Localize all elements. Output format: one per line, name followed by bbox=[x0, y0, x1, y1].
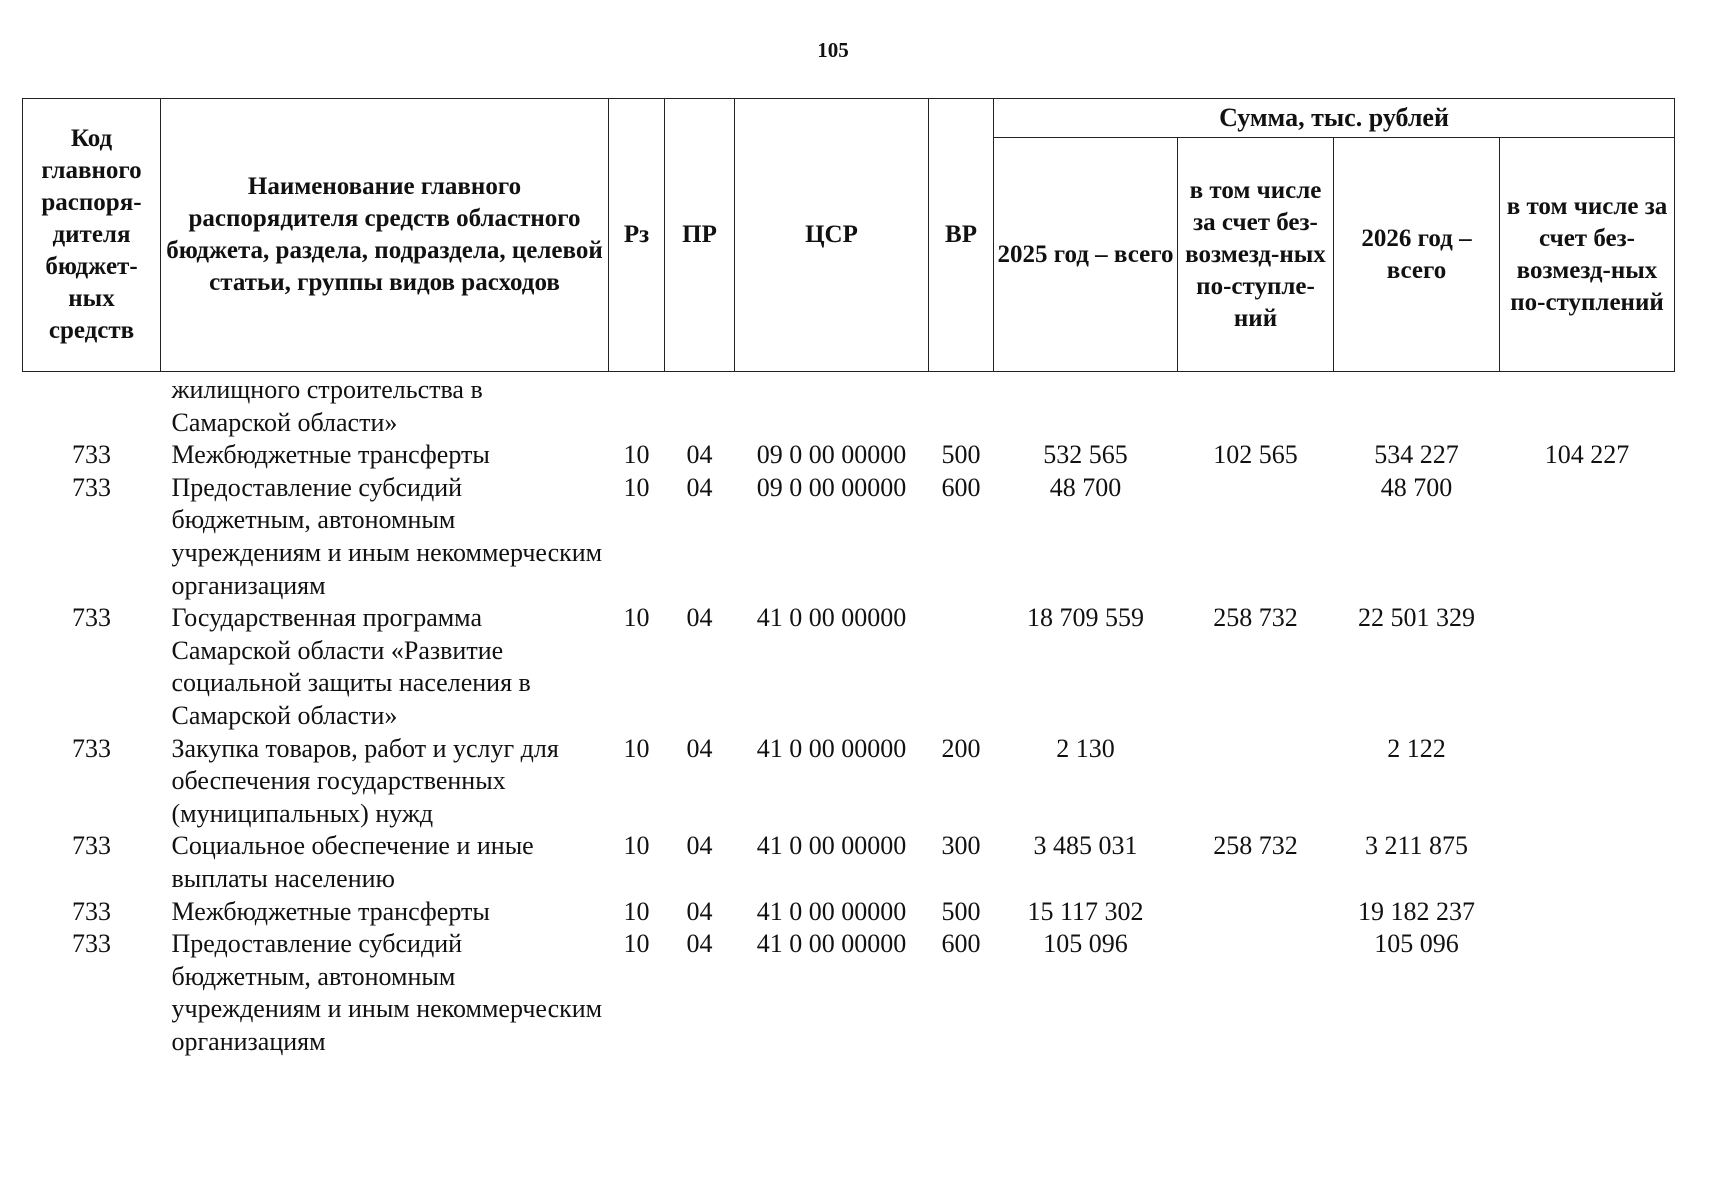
cell-name: Социальное обеспечение и иные выплаты населению bbox=[171, 831, 534, 893]
cell-2026-free bbox=[1500, 830, 1675, 895]
continuation-text: жилищного строительства в Самарской области» bbox=[171, 375, 483, 437]
cell-pr: 04 bbox=[686, 831, 713, 861]
cell-pr: 04 bbox=[686, 472, 713, 502]
cell-2026-total: 3 211 875 bbox=[1364, 831, 1469, 861]
cell-2026-free bbox=[1500, 928, 1675, 1058]
table-row bbox=[23, 830, 1675, 895]
cell-vr: 500 bbox=[941, 896, 981, 926]
cell-code: 733 bbox=[72, 929, 111, 959]
cell-code: 733 bbox=[72, 733, 111, 763]
cell-2026-total: 105 096 bbox=[1374, 929, 1459, 959]
cell-2026-total: 2 122 bbox=[1387, 733, 1446, 763]
cell-vr: 600 bbox=[941, 472, 981, 502]
cell-2026-free bbox=[1500, 733, 1675, 831]
table-row bbox=[23, 733, 1675, 831]
cell-2025-total: 48 700 bbox=[1049, 472, 1122, 502]
cell-name: Межбюджетные трансферты bbox=[171, 896, 490, 926]
cell-2026-total: 534 227 bbox=[1374, 440, 1459, 470]
cell-name: Закупка товаров, работ и услуг для обеспечения государственных (муниципальных) нужд bbox=[171, 733, 559, 828]
cell-csr: 41 0 00 00000 bbox=[756, 896, 907, 926]
cell-vr: 300 bbox=[941, 831, 981, 861]
cell-name: Предоставление субсидий бюджетным, автономным учреждениям и иным некоммерческим организациям bbox=[171, 472, 603, 600]
cell-rz: 10 bbox=[623, 929, 650, 959]
cell-pr: 04 bbox=[686, 733, 713, 763]
page-number: 105 bbox=[817, 38, 849, 62]
cell-rz: 10 bbox=[623, 472, 650, 502]
cell-2026-free: 104 227 bbox=[1544, 440, 1630, 470]
cell-2025-total: 532 565 bbox=[1043, 440, 1128, 470]
cell-2025-free bbox=[1178, 733, 1334, 831]
cell-csr: 09 0 00 00000 bbox=[756, 472, 907, 502]
header-2026-free: в том числе за счет без-возмезд-ных по-ступлений bbox=[1500, 138, 1675, 372]
budget-table bbox=[22, 98, 1675, 1058]
cell-2025-free bbox=[1178, 472, 1334, 602]
cell-2026-total: 48 700 bbox=[1380, 472, 1453, 502]
header-2025-total: 2025 год – всего bbox=[994, 138, 1178, 372]
cell-2025-free: 258 732 bbox=[1213, 603, 1298, 633]
cell-2025-free: 258 732 bbox=[1213, 831, 1298, 861]
header-csr: ЦСР bbox=[735, 99, 929, 372]
cell-vr bbox=[929, 602, 994, 732]
table-row bbox=[23, 928, 1675, 1058]
continuation-row bbox=[23, 372, 1675, 440]
cell-csr: 41 0 00 00000 bbox=[756, 733, 907, 763]
table-header bbox=[23, 99, 1675, 372]
table-body bbox=[23, 372, 1675, 1059]
cell-code: 733 bbox=[72, 896, 111, 926]
cell-pr: 04 bbox=[686, 440, 713, 470]
cell-name: Государственная программа Самарской области «Развитие социальной защиты населения в Самарской области» bbox=[171, 603, 531, 730]
cell-2025-free bbox=[1178, 928, 1334, 1058]
cell-2025-free: 102 565 bbox=[1213, 440, 1298, 470]
cell-rz: 10 bbox=[623, 896, 650, 926]
cell-rz: 10 bbox=[623, 440, 650, 470]
table-row bbox=[23, 896, 1675, 929]
header-2025-free: в том числе за счет без-возмезд-ных по-ступле-ний bbox=[1178, 138, 1334, 372]
cell-2026-free bbox=[1500, 896, 1675, 929]
cell-csr: 41 0 00 00000 bbox=[756, 929, 907, 959]
cell-2025-total: 105 096 bbox=[1043, 929, 1128, 959]
cell-csr: 41 0 00 00000 bbox=[756, 831, 907, 861]
cell-2025-total: 18 709 559 bbox=[1027, 603, 1144, 633]
cell-code: 733 bbox=[72, 472, 111, 502]
cell-vr: 500 bbox=[941, 440, 981, 470]
table-row bbox=[23, 472, 1675, 602]
cell-2026-free bbox=[1500, 472, 1675, 602]
header-pr: ПР bbox=[665, 99, 735, 372]
table-row bbox=[23, 602, 1675, 732]
header-sum-group: Сумма, тыс. рублей bbox=[994, 99, 1675, 138]
cell-2026-total: 19 182 237 bbox=[1358, 896, 1475, 926]
header-2026-total: 2026 год – всего bbox=[1334, 138, 1500, 372]
table-row bbox=[23, 439, 1675, 472]
cell-2026-free bbox=[1500, 602, 1675, 732]
header-rz: Рз bbox=[609, 99, 665, 372]
cell-rz: 10 bbox=[623, 831, 650, 861]
cell-rz: 10 bbox=[623, 603, 650, 633]
cell-2025-total: 15 117 302 bbox=[1027, 896, 1144, 926]
cell-rz: 10 bbox=[623, 733, 650, 763]
cell-csr: 41 0 00 00000 bbox=[756, 603, 907, 633]
cell-pr: 04 bbox=[686, 603, 713, 633]
cell-name: Предоставление субсидий бюджетным, автономным учреждениям и иным некоммерческим организациям bbox=[171, 929, 603, 1056]
cell-name: Межбюджетные трансферты bbox=[171, 440, 490, 470]
cell-code: 733 bbox=[72, 603, 111, 633]
cell-code: 733 bbox=[72, 831, 111, 861]
cell-2025-total: 2 130 bbox=[1056, 733, 1115, 763]
cell-pr: 04 bbox=[686, 896, 713, 926]
cell-2025-total: 3 485 031 bbox=[1033, 831, 1138, 861]
header-vr: ВР bbox=[929, 99, 994, 372]
cell-vr: 600 bbox=[941, 929, 981, 959]
cell-vr: 200 bbox=[941, 733, 981, 763]
cell-csr: 09 0 00 00000 bbox=[756, 440, 907, 470]
cell-code: 733 bbox=[72, 440, 111, 470]
cell-2025-free bbox=[1178, 896, 1334, 929]
header-code: Код главного распоря-дителя бюджет-ных средств bbox=[23, 99, 161, 372]
header-name: Наименование главного распорядителя средств областного бюджета, раздела, подраздела, целевой статьи, группы видов расходов bbox=[161, 99, 609, 372]
cell-2026-total: 22 501 329 bbox=[1358, 603, 1475, 633]
cell-pr: 04 bbox=[686, 929, 713, 959]
